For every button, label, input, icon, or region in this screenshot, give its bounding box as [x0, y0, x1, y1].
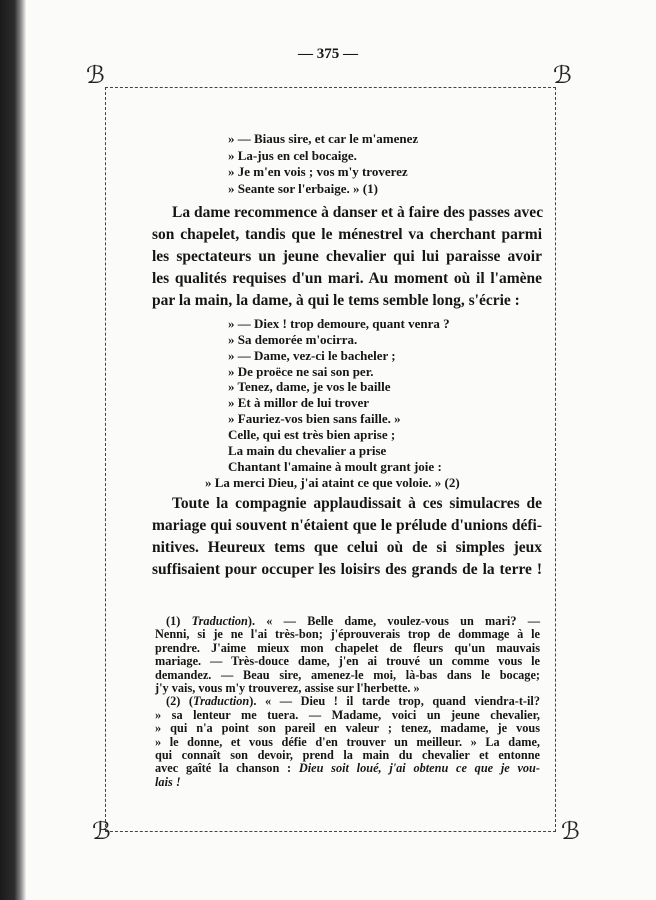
footnote-text: » qui n'a point son pareil en valeur ; tenez, madame, je vous — [155, 721, 540, 736]
paragraph-line: les qualités requises d'un mari. Au moment où il l'amène — [152, 270, 542, 287]
footnote-line — [155, 749, 540, 762]
footnote-line — [155, 709, 540, 722]
corner-ornament-icon: ℬ — [553, 63, 572, 89]
verse-line: » Tenez, dame, je vos le baille — [228, 379, 391, 395]
paragraph-line: par la main, la dame, à qui le tems semble long, s'écrie : — [152, 292, 520, 309]
footnote-text: prendre. J'aime mieux mon chapelet de fleurs qu'un mauvais — [155, 640, 540, 655]
footnote-text: ). « — Dieu ! il tarde trop, quand viendra-t-il? — [249, 694, 540, 709]
italic-text: Dieu soit loué, j'ai obtenu ce que je vou- — [298, 761, 540, 776]
verse-line: Chantant l'amaine à moult grant joie : — [228, 458, 442, 474]
footnote-text: (1) — [166, 614, 192, 628]
verse-line: » La-jus en cel bocaige. — [228, 147, 357, 163]
paragraph-line: mariage qui souvent n'étaient que le prélude d'unions défi- — [152, 517, 542, 534]
page-number: — 375 — — [298, 46, 358, 62]
footnote-text: » sa lenteur me tuera. — Madame, voici un jeune chevalier, — [155, 707, 540, 722]
footnote-text: Nenni, si je ne l'ai très-bon; j'éprouverais trop de dommage à le — [155, 627, 540, 642]
paragraph-line: nitives. Heureux tems que celui où de si simples jeux — [152, 539, 542, 556]
verse-line: » Je m'en vois ; vos m'y troverez — [228, 164, 408, 180]
corner-ornament-icon: ℬ — [561, 819, 580, 845]
footnote-text: qui connaît son devoir, prend la main du chevalier et entonne — [155, 748, 540, 762]
paragraph-line: La dame recommence à danser et à faire des passes avec — [172, 204, 544, 221]
paragraph-line: son chapelet, tandis que le ménestrel va cherchant parmi — [152, 226, 542, 243]
italic-text: Traduction — [193, 694, 250, 709]
paragraph-line: les spectateurs un jeune chevalier qui lui paraisse avoir — [152, 248, 542, 265]
verse-line: » — Diex ! trop demoure, quant venra ? — [228, 316, 450, 331]
footnote-line — [155, 722, 540, 735]
footnote-text: mariage. — Très-douce dame, j'en ai trouvé un comme vous le — [155, 654, 540, 669]
paragraph-line: Toute la compagnie applaudissait à ces simulacres de — [172, 495, 542, 512]
verse-line: Celle, qui est très bien aprise ; — [228, 426, 396, 442]
verse-line: » La merci Dieu, j'ai ataint ce que voloie. » (2) — [205, 474, 460, 490]
footnote-text: » le donne, et vous défie d'en trouver un meilleur. » La dame, — [155, 734, 540, 749]
verse-line: » — Biaus sire, et car le m'amenez — [228, 131, 419, 146]
corner-ornament-icon: ℬ — [86, 63, 105, 89]
footnote-line — [155, 669, 540, 682]
footnote-text: j'y vais, vous m'y trouverez, assise sur l'herbette. » — [155, 681, 420, 695]
verse-line: » Sa demorée m'ocirra. — [228, 331, 358, 347]
footnote-text: ). « — Belle dame, voulez-vous un mari? — — [247, 614, 541, 628]
footnote-text: demandez. — Beau sire, amenez-le moi, là-bas dans le bocage; — [155, 667, 540, 682]
italic-text: lais ! — [155, 774, 181, 789]
italic-text: Traduction — [191, 614, 248, 628]
footnote-line — [166, 695, 540, 708]
footnote-text: (2) ( — [166, 694, 194, 709]
paragraph-line: suffisaient pour occuper les loisirs des grands de la terre ! — [152, 561, 542, 578]
verse-line: » Et à millor de lui trover — [228, 395, 370, 411]
corner-ornament-icon: ℬ — [92, 819, 111, 845]
footnote-line — [155, 776, 540, 789]
footnote-text: avec gaîté la chanson : — [155, 761, 299, 776]
verse-line: » De proëce ne sai son per. — [228, 363, 374, 379]
footnote-line — [155, 642, 540, 655]
verse-line: » Seante sor l'erbaige. » (1) — [228, 181, 378, 197]
scan-binding-shadow — [0, 0, 26, 900]
footnote-line — [166, 615, 540, 628]
verse-line: » — Dame, vez-ci le bacheler ; — [228, 347, 396, 363]
footnote-line — [155, 762, 540, 775]
footnote-line — [155, 736, 540, 749]
footnote-line — [155, 682, 540, 695]
verse-line: » Fauriez-vos bien sans faille. » — [228, 411, 401, 427]
footnote-line — [155, 628, 540, 641]
footnote-line — [155, 655, 540, 668]
verse-line: La main du chevalier a prise — [228, 442, 387, 458]
